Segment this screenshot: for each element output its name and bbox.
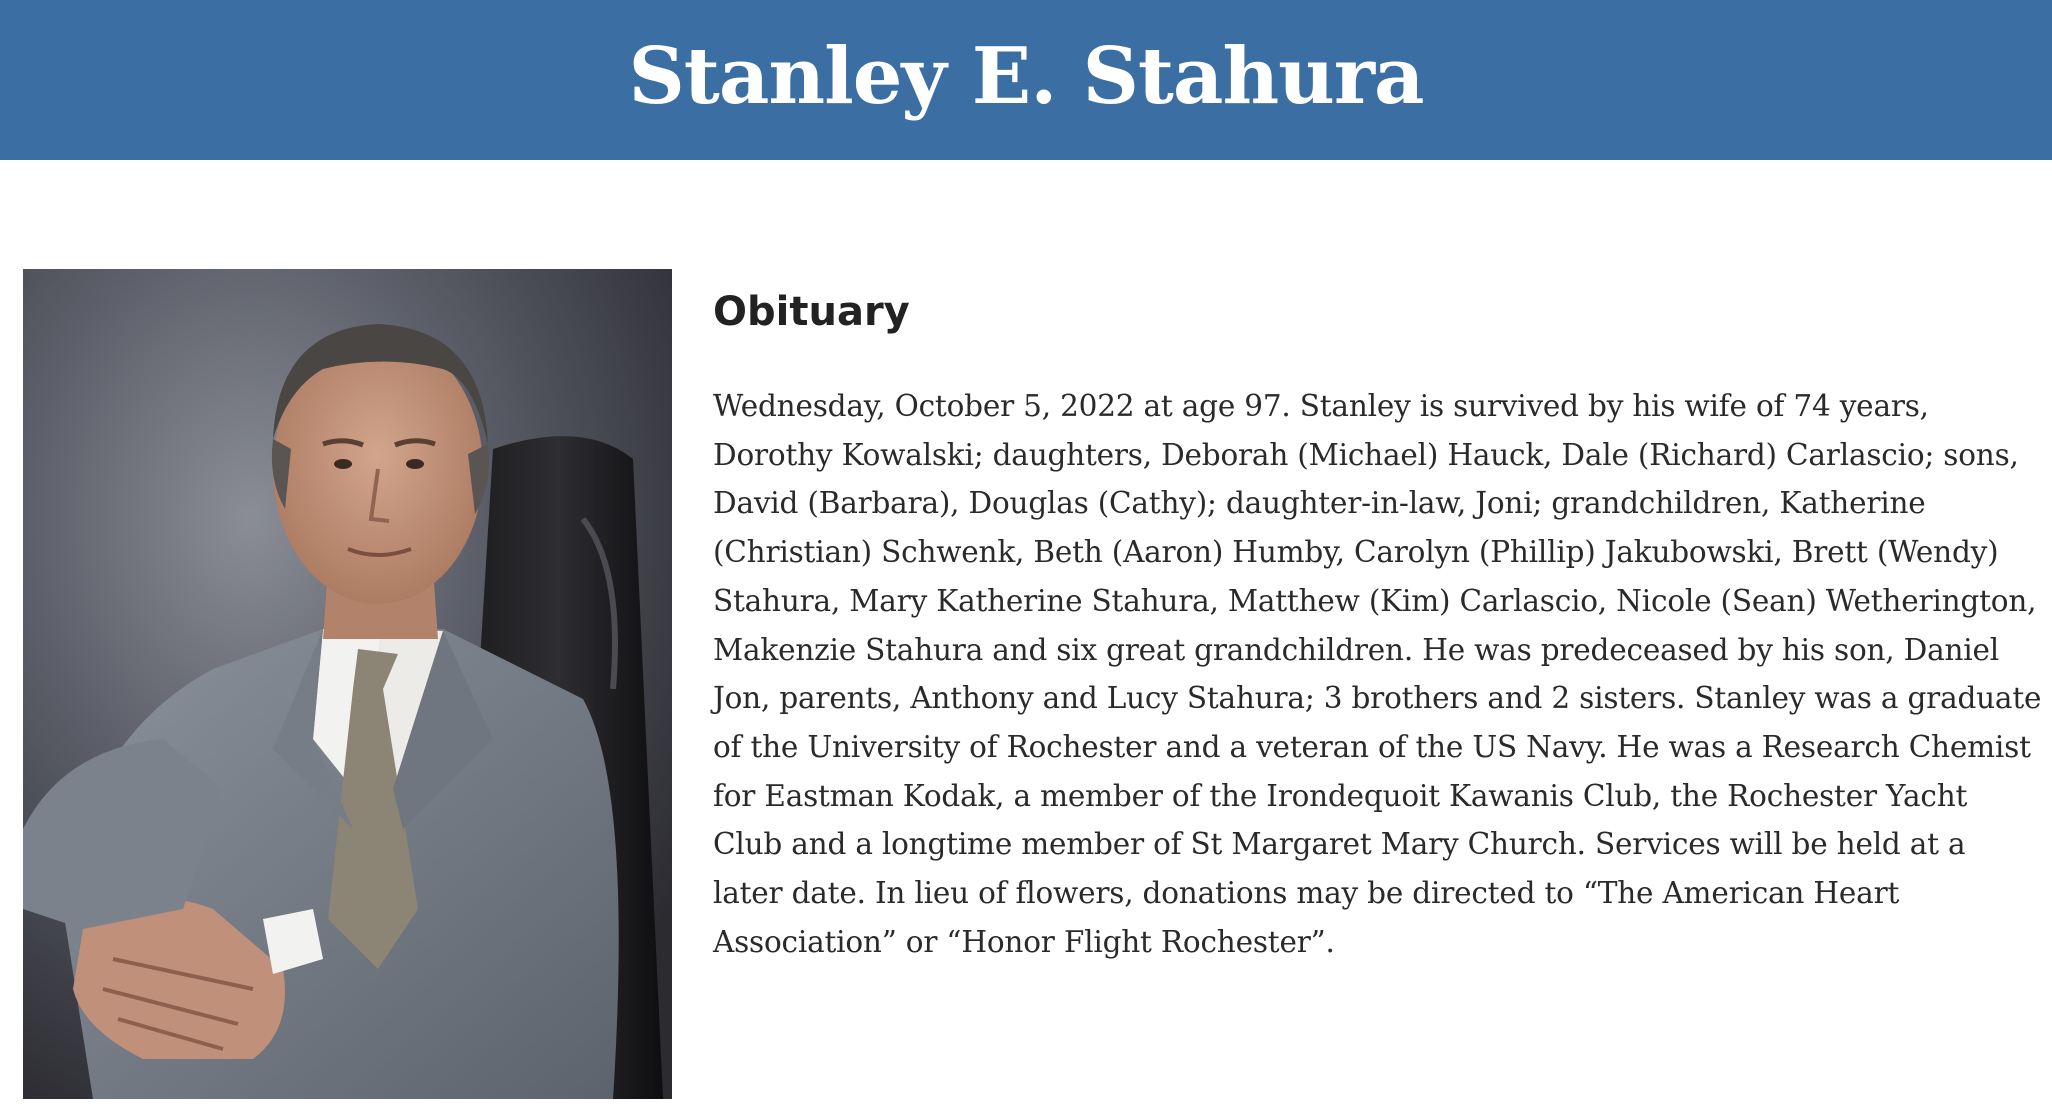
page-title: Stanley E. Stahura	[628, 31, 1424, 122]
header-bar	[0, 0, 2052, 160]
obituary-content	[713, 284, 2043, 966]
obituary-heading: Obituary	[713, 289, 910, 335]
obituary-text: Wednesday, October 5, 2022 at age 97. Stanley is survived by his wife of 74 years, Dorothy Kowalski; daughters, Deborah (Michael) Hauck, Dale (Richard) Carlascio; sons, David (Barbara), Douglas (Cathy); daughter-in-law, Joni; grandchildren, Katherine (Christian) Schwenk, Beth (Aaron) Humby, Carolyn (Phillip) Jakubowski, Brett (Wendy) Stahura, Mary Katherine Stahura, Matthew (Kim) Carlascio, Nicole (Sean) Wetherington, Makenzie Stahura and six great grandchildren. He was predeceased by his son, Daniel Jon, parents, Anthony and Lucy Stahura; 3 brothers and 2 sisters. Stanley was a graduate of the University of Rochester and a veteran of the US Navy. He was a Research Chemist for Eastman Kodak, a member of the Irondequoit Kawanis Club, the Rochester Yacht Club and a longtime member of St Margaret Mary Church. Services will be held at a later date. In lieu of flowers, donations may be directed to “The American Heart Association” or “Honor Flight Rochester”.	[713, 389, 2042, 959]
portrait-illustration	[23, 269, 672, 1099]
portrait-photo	[23, 269, 672, 1099]
